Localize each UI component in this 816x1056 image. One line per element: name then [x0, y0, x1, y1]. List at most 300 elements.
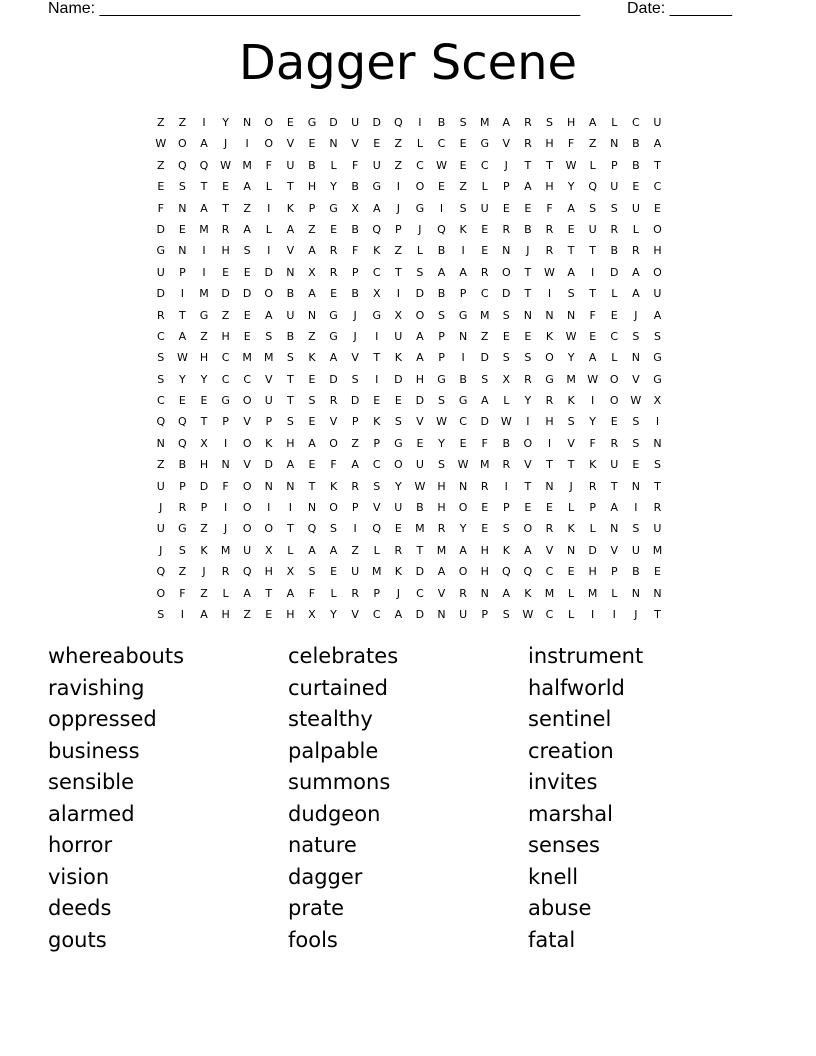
grid-row [150, 133, 670, 154]
grid-cell: N [221, 458, 230, 472]
grid-cell: R [329, 394, 338, 408]
grid-cell: E [653, 565, 661, 579]
grid-cell: I [526, 415, 530, 429]
grid-cell: U [610, 458, 619, 472]
grid-cell: P [438, 351, 445, 365]
grid-cell: W [565, 329, 577, 343]
grid-cell: O [242, 501, 252, 515]
grid-cell: W [630, 394, 642, 408]
grid-row [150, 198, 670, 219]
grid-cell: W [522, 607, 534, 621]
grid-cell: D [480, 415, 489, 429]
grid-cell: F [222, 479, 229, 493]
grid-cell: Z [200, 522, 208, 536]
grid-cell: H [264, 565, 273, 579]
grid-cell: U [286, 158, 295, 172]
word-list-item: dudgeon [288, 801, 381, 826]
grid-cell: O [393, 458, 403, 472]
grid-cell: Q [393, 116, 403, 129]
grid-cell: S [438, 458, 445, 472]
word-row [48, 862, 788, 894]
grid-cell: S [157, 607, 165, 621]
grid-cell: Z [308, 329, 316, 343]
grid-cell: C [480, 158, 489, 172]
grid-cell: Z [480, 329, 489, 343]
grid-cell: A [524, 543, 532, 557]
grid-cell: M [371, 565, 382, 579]
grid-cell: I [396, 180, 400, 194]
grid-row [150, 561, 670, 582]
grid-cell: P [395, 222, 402, 236]
grid-cell: D [394, 372, 403, 386]
grid-cell: F [567, 137, 575, 151]
grid-cell: P [438, 329, 445, 343]
grid-cell: S [157, 351, 165, 365]
grid-cell: A [502, 116, 511, 129]
grid-cell: O [264, 522, 274, 536]
grid-cell: F [351, 244, 359, 258]
grid-cell: O [415, 180, 425, 194]
word-row [48, 641, 788, 673]
grid-cell: T [524, 158, 532, 172]
grid-cell: H [437, 501, 446, 515]
grid-cell: E [438, 180, 445, 194]
grid-cell: R [632, 244, 640, 258]
grid-cell: S [589, 201, 597, 215]
grid-cell: N [156, 436, 165, 450]
grid-cell: P [200, 501, 208, 515]
grid-cell: C [372, 607, 381, 621]
grid-cell: W [565, 158, 577, 172]
grid-cell: A [632, 265, 640, 279]
grid-cell: N [523, 308, 532, 322]
grid-cell: U [480, 201, 489, 215]
grid-cell: S [632, 522, 640, 536]
grid-cell: E [308, 415, 316, 429]
grid-cell: U [653, 522, 662, 536]
grid-cell: A [243, 222, 251, 236]
grid-cell: V [329, 415, 338, 429]
grid-cell: Y [179, 372, 186, 386]
grid-cell: E [222, 180, 230, 194]
grid-cell: E [373, 394, 381, 408]
grid-cell: R [545, 244, 554, 258]
grid-cell: E [330, 222, 338, 236]
grid-cell: O [501, 265, 511, 279]
grid-cell: Y [567, 351, 575, 365]
word-list-item: prate [288, 896, 344, 920]
grid-cell: V [632, 372, 640, 386]
grid-cell: Z [221, 308, 230, 322]
grid-cell: R [351, 586, 359, 600]
grid-cell: C [459, 415, 467, 429]
grid-cell: E [308, 372, 316, 386]
grid-cell: E [502, 201, 510, 215]
grid-cell: G [199, 308, 209, 322]
grid-cell: D [415, 394, 425, 408]
grid-cell: B [502, 436, 511, 450]
grid-cell: V [416, 415, 424, 429]
grid-cell: T [546, 158, 553, 172]
word-list-item: abuse [528, 896, 592, 920]
grid-cell: A [459, 543, 467, 557]
grid-cell: F [546, 201, 553, 215]
grid-cell: L [330, 158, 337, 172]
grid-cell: H [221, 244, 230, 258]
grid-cell: D [415, 565, 425, 579]
grid-cell: D [156, 222, 166, 236]
grid-cell: M [544, 586, 555, 600]
grid-cell: P [589, 501, 596, 515]
grid-cell: O [329, 436, 338, 450]
grid-cell: P [610, 565, 618, 579]
grid-cell: J [159, 543, 163, 557]
grid-cell: N [653, 586, 662, 600]
grid-cell: Y [200, 372, 208, 386]
grid-cell: N [178, 201, 187, 215]
grid-cell: N [545, 479, 554, 493]
grid-cell: G [394, 436, 403, 450]
grid-cell: J [526, 244, 530, 258]
grid-cell: B [524, 222, 532, 236]
grid-cell: S [632, 415, 640, 429]
grid-cell: U [653, 287, 662, 301]
grid-cell: X [286, 565, 295, 579]
grid-cell: N [458, 329, 468, 343]
grid-cell: Z [243, 201, 251, 215]
grid-cell: U [653, 116, 662, 129]
grid-cell: L [265, 180, 272, 194]
grid-cell: C [372, 458, 381, 472]
grid-cell: F [351, 158, 359, 172]
word-list-item: business [48, 738, 140, 763]
grid-cell: A [653, 137, 662, 151]
word-list-item: fatal [528, 927, 576, 952]
grid-cell: N [307, 501, 317, 515]
grid-cell: A [437, 265, 446, 279]
word-list-item: halfworld [528, 675, 625, 700]
grid-cell: J [504, 158, 508, 172]
grid-cell: W [220, 158, 232, 172]
grid-cell: H [286, 436, 295, 450]
grid-cell: E [632, 180, 640, 194]
grid-cell: I [461, 244, 465, 258]
grid-cell: I [396, 287, 400, 301]
grid-row [150, 112, 670, 133]
word-list-item: alarmed [48, 801, 135, 826]
grid-cell: S [567, 287, 575, 301]
grid-cell: A [308, 244, 316, 258]
grid-cell: G [653, 351, 662, 365]
grid-cell: L [373, 543, 380, 557]
word-list-item: senses [528, 833, 600, 857]
grid-cell: M [479, 116, 490, 129]
grid-cell: Q [307, 522, 317, 536]
grid-cell: Q [178, 158, 187, 172]
grid-row [150, 347, 670, 368]
grid-cell: L [503, 394, 510, 408]
grid-cell: S [330, 522, 338, 536]
word-list-item: knell [528, 864, 579, 889]
grid-cell: Z [459, 180, 467, 194]
word-row [48, 893, 788, 925]
grid-cell: H [199, 351, 209, 365]
word-row [48, 736, 788, 768]
grid-cell: J [418, 222, 422, 236]
grid-cell: V [545, 543, 554, 557]
grid-cell: I [223, 436, 228, 450]
grid-cell: S [502, 308, 510, 322]
grid-cell: I [202, 116, 206, 129]
grid-cell: U [156, 265, 165, 279]
grid-cell: P [308, 201, 316, 215]
grid-cell: Z [308, 222, 316, 236]
grid-cell: Z [200, 586, 208, 600]
grid-cell: T [200, 415, 208, 429]
grid-cell: G [178, 522, 187, 536]
grid-cell: M [264, 351, 274, 365]
grid-cell: X [308, 265, 316, 279]
grid-cell: S [157, 372, 165, 386]
grid-cell: Z [157, 458, 165, 472]
grid-cell: U [372, 158, 381, 172]
grid-cell: H [545, 180, 554, 194]
grid-cell: Z [178, 116, 187, 129]
grid-cell: I [461, 351, 465, 365]
grid-cell: A [308, 287, 316, 301]
grid-cell: V [286, 137, 295, 151]
grid-cell: F [589, 436, 596, 450]
grid-cell: K [394, 351, 402, 365]
grid-cell: W [436, 415, 447, 429]
grid-cell: R [524, 137, 532, 151]
grid-cell: A [200, 137, 208, 151]
grid-cell: T [589, 287, 597, 301]
grid-cell: H [480, 543, 489, 557]
grid-cell: X [394, 308, 403, 322]
grid-cell: S [438, 308, 445, 322]
word-list-item: marshal [528, 801, 613, 826]
grid-cell: F [179, 586, 186, 600]
word-list-item: nature [288, 833, 357, 857]
grid-cell: A [394, 607, 403, 621]
grid-cell: O [242, 394, 252, 408]
word-list-item: gouts [48, 927, 107, 952]
grid-cell: Z [351, 543, 359, 557]
grid-cell: I [591, 265, 595, 279]
grid-cell: N [631, 351, 640, 365]
grid-cell: F [157, 201, 164, 215]
grid-cell: I [591, 607, 595, 621]
grid-cell: N [437, 607, 446, 621]
word-row [48, 673, 788, 705]
grid-cell: V [502, 137, 511, 151]
grid-cell: K [308, 351, 316, 365]
grid-cell: I [655, 415, 660, 429]
grid-row [150, 497, 670, 518]
date-field[interactable]: Date: _______ [627, 0, 732, 17]
grid-cell: P [351, 415, 359, 429]
grid-cell: U [631, 201, 640, 215]
grid-cell: P [481, 607, 489, 621]
grid-cell: G [221, 394, 230, 408]
grid-cell: S [265, 329, 273, 343]
grid-row [150, 155, 670, 176]
grid-cell: S [178, 180, 186, 194]
grid-cell: Z [157, 116, 165, 129]
grid-cell: E [481, 244, 489, 258]
grid-cell: I [288, 501, 292, 515]
grid-cell: R [524, 372, 532, 386]
grid-cell: V [524, 458, 532, 472]
grid-cell: T [654, 158, 661, 172]
grid-cell: S [373, 479, 381, 493]
grid-cell: Z [200, 329, 208, 343]
grid-cell: L [287, 543, 294, 557]
grid-cell: A [178, 329, 187, 343]
grid-cell: D [480, 351, 489, 365]
grid-cell: E [459, 137, 467, 151]
grid-row [150, 176, 670, 197]
grid-cell: E [265, 607, 273, 621]
grid-cell: O [264, 137, 274, 151]
grid-cell: N [264, 479, 273, 493]
grid-cell: X [502, 372, 511, 386]
grid-cell: Y [438, 436, 445, 450]
grid-cell: E [546, 501, 553, 515]
grid-cell: N [480, 586, 489, 600]
grid-cell: L [568, 586, 575, 600]
grid-row [150, 411, 670, 432]
grid-cell: S [308, 394, 316, 408]
grid-cell: S [524, 351, 532, 365]
grid-row [150, 240, 670, 261]
name-field[interactable]: Name: ______________________________________________________ [48, 0, 581, 17]
grid-cell: K [545, 329, 554, 343]
grid-cell: P [179, 479, 186, 493]
grid-cell: A [286, 222, 295, 236]
grid-cell: V [610, 543, 619, 557]
grid-cell: P [179, 265, 186, 279]
grid-row [150, 305, 670, 326]
grid-cell: C [156, 394, 165, 408]
grid-cell: D [156, 287, 166, 301]
grid-cell: I [634, 501, 638, 515]
grid-cell: C [221, 351, 230, 365]
grid-cell: K [265, 436, 273, 450]
grid-cell: Q [242, 565, 252, 579]
grid-cell: W [414, 479, 426, 493]
grid-cell: M [566, 372, 576, 386]
grid-cell: T [286, 372, 294, 386]
grid-cell: K [394, 565, 402, 579]
grid-cell: H [588, 565, 597, 579]
grid-cell: A [243, 586, 251, 600]
grid-cell: R [480, 479, 489, 493]
grid-cell: O [415, 308, 425, 322]
grid-cell: A [567, 201, 575, 215]
grid-cell: N [286, 265, 295, 279]
grid-cell: Y [222, 116, 229, 129]
grid-cell: I [245, 137, 249, 151]
grid-cell: M [220, 543, 231, 557]
grid-cell: D [502, 287, 511, 301]
grid-cell: K [567, 394, 575, 408]
grid-cell: A [632, 287, 640, 301]
grid-cell: L [611, 351, 618, 365]
grid-cell: T [286, 522, 294, 536]
word-list-item: palpable [288, 738, 379, 763]
grid-cell: L [611, 586, 618, 600]
grid-cell: C [416, 586, 424, 600]
grid-cell: Y [394, 479, 402, 493]
grid-cell: G [480, 137, 489, 151]
grid-cell: T [524, 265, 532, 279]
grid-cell: W [587, 372, 599, 386]
grid-row [150, 219, 670, 240]
grid-cell: V [243, 415, 251, 429]
grid-cell: E [524, 201, 532, 215]
grid-cell: Z [394, 244, 403, 258]
grid-cell: R [610, 222, 619, 236]
grid-cell: E [308, 137, 316, 151]
grid-cell: V [351, 607, 359, 621]
grid-cell: S [653, 329, 661, 343]
grid-cell: A [200, 607, 208, 621]
grid-cell: I [267, 201, 271, 215]
grid-cell: E [178, 222, 186, 236]
grid-cell: O [264, 116, 274, 129]
grid-row [150, 326, 670, 347]
grid-cell: V [286, 244, 295, 258]
word-row [48, 830, 788, 862]
grid-cell: A [372, 201, 381, 215]
grid-cell: R [394, 543, 403, 557]
grid-cell: Q [178, 436, 187, 450]
grid-cell: L [481, 180, 488, 194]
grid-cell: E [524, 329, 532, 343]
grid-cell: E [481, 501, 489, 515]
grid-cell: M [652, 543, 663, 557]
grid-cell: J [353, 308, 357, 322]
grid-cell: K [373, 244, 381, 258]
grid-cell: Q [156, 415, 166, 429]
grid-cell: W [544, 265, 555, 279]
grid-cell: C [243, 372, 252, 386]
grid-row [150, 454, 670, 475]
grid-cell: I [591, 394, 595, 408]
grid-cell: K [329, 479, 338, 493]
grid-cell: T [265, 586, 273, 600]
grid-cell: H [653, 244, 662, 258]
grid-cell: O [156, 586, 166, 600]
word-list-item: instrument [528, 644, 644, 668]
grid-cell: A [200, 201, 208, 215]
grid-cell: U [415, 458, 424, 472]
grid-cell: C [416, 158, 424, 172]
grid-cell: B [308, 158, 316, 172]
grid-cell: G [329, 329, 338, 343]
grid-cell: C [545, 565, 554, 579]
grid-cell: J [396, 586, 400, 600]
grid-cell: R [351, 479, 359, 493]
grid-cell: J [223, 137, 228, 151]
grid-cell: N [566, 543, 576, 557]
grid-row [150, 390, 670, 411]
grid-cell: I [547, 287, 552, 301]
grid-cell: T [654, 479, 661, 493]
grid-cell: T [567, 244, 575, 258]
